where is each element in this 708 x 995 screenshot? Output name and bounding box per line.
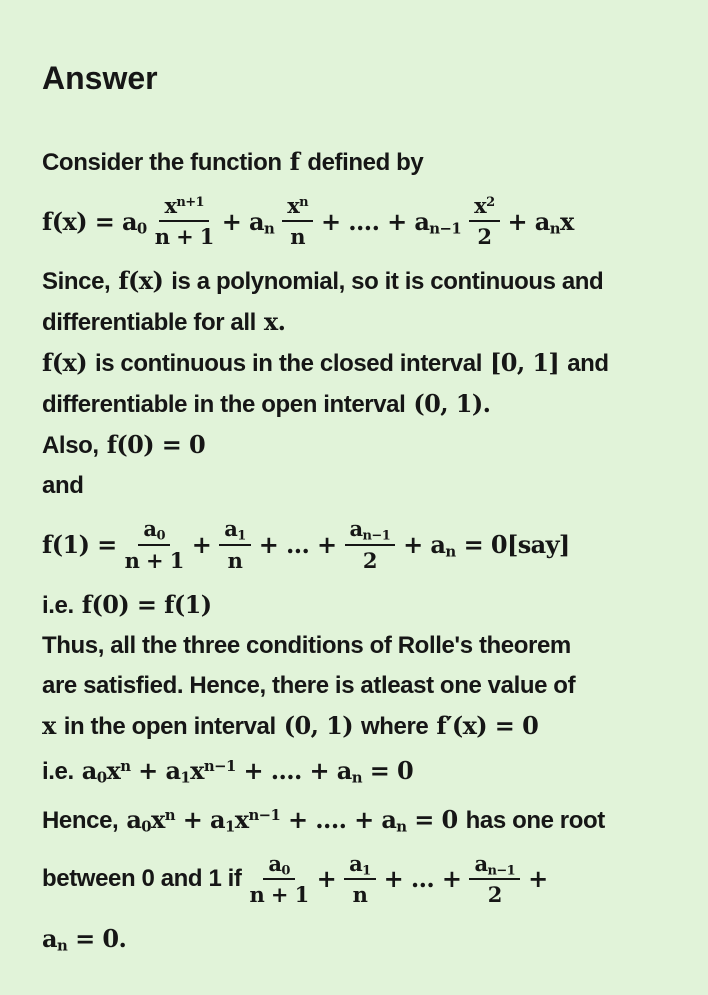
subscript: 0	[136, 219, 147, 238]
superscript: n	[164, 805, 175, 824]
prose-line-thus-1	[42, 626, 682, 666]
subscript: n	[351, 768, 362, 787]
intro-pre-text: Consider the function	[42, 149, 282, 176]
denominator: 2	[487, 881, 502, 907]
text-token: where	[361, 712, 429, 740]
prose-line-ie-polynomial	[42, 751, 682, 792]
denominator: n + 1	[154, 224, 214, 250]
fraction-a1-over-n	[344, 851, 375, 907]
intro-post-text: defined by	[307, 149, 424, 176]
text-token: and	[42, 472, 84, 500]
text-token: x	[287, 193, 300, 218]
subscript: 0	[156, 528, 165, 544]
denominator: n	[227, 547, 243, 573]
text-token: between 0 and 1 if	[42, 864, 242, 892]
text-token: differentiable for all	[42, 309, 256, 337]
eq-fx-op3	[508, 207, 574, 236]
prose-line-thus-2	[42, 666, 682, 706]
text-token: i.e.	[42, 757, 74, 785]
subscript: n−1	[362, 528, 391, 544]
polynomial-expression	[126, 800, 457, 840]
subscript: n	[396, 817, 407, 836]
subscript: n	[264, 219, 275, 238]
intro-line	[42, 142, 682, 183]
math-f0-equals-f1: f(0) = f(1)	[81, 589, 212, 619]
plus-operator: +	[316, 864, 337, 894]
denominator: n	[290, 224, 305, 250]
subscript: n−1	[429, 219, 462, 238]
math-open-interval: (0, 1).	[413, 389, 491, 419]
math-fprime-equals-0: f′(x) = 0	[436, 710, 539, 740]
plus-operator: +	[191, 530, 212, 560]
numerator	[138, 516, 169, 545]
prose-line-since-2	[42, 302, 682, 343]
math-open-interval: (0, 1)	[283, 710, 353, 740]
numerator	[469, 193, 499, 222]
subscript: n−1	[487, 863, 516, 878]
eq-f1-an-term	[403, 530, 455, 559]
text-token: + a	[403, 530, 446, 560]
text-token: x	[164, 193, 177, 218]
text-token: + .... + a	[235, 755, 352, 785]
text-token: a	[143, 516, 157, 542]
text-token: + a	[221, 206, 265, 236]
text-token: differentiable in the open interval	[42, 391, 406, 419]
subscript: 0	[281, 863, 290, 878]
text-token: Thus, all the three conditions of Rolle's theorem	[42, 631, 571, 659]
math-an-equals-0	[42, 919, 67, 959]
fraction-x2-over-2	[469, 193, 499, 249]
fraction-a1-over-n	[219, 516, 250, 572]
text-token: a	[81, 755, 97, 785]
text-token: are satisfied. Hence, there is atleast one value of	[42, 671, 576, 699]
fraction-an1-over-2	[345, 516, 396, 572]
text-token: x	[190, 755, 204, 785]
eq-fx-op2	[321, 207, 461, 236]
prose-line-and	[42, 466, 682, 506]
text-token: + a	[130, 755, 181, 785]
eq-fx-lhs	[42, 207, 147, 236]
superscript: n	[299, 194, 309, 210]
numerator	[345, 516, 396, 545]
text-token: i.e.	[42, 591, 74, 619]
dots-operator: + ... +	[383, 864, 462, 894]
numerator	[282, 193, 313, 222]
text-token: = 0	[361, 755, 414, 785]
text-token: x	[474, 193, 487, 218]
fraction-an1-over-2	[469, 851, 520, 907]
superscript: n+1	[176, 194, 205, 210]
fraction-a0-over-n1	[125, 516, 184, 572]
numerator	[344, 851, 375, 880]
denominator: n + 1	[124, 547, 184, 573]
text-token: has one root	[465, 806, 605, 834]
denominator: n + 1	[249, 881, 309, 907]
subscript: 0	[96, 768, 107, 787]
superscript: 2	[486, 194, 495, 210]
intro-f-symbol: f	[289, 147, 300, 176]
plus-operator: +	[528, 864, 548, 894]
text-token: a	[349, 516, 363, 542]
text-token: f(x) = a	[42, 206, 137, 236]
text-token: a	[126, 804, 142, 834]
numerator	[469, 851, 520, 880]
text-token: is continuous in the closed interval	[94, 350, 482, 378]
subscript: n	[56, 936, 68, 955]
fraction-xn-over-n	[282, 193, 313, 249]
numerator	[263, 851, 294, 880]
text-token: + a	[507, 206, 550, 236]
denominator: 2	[477, 224, 492, 250]
numerator	[159, 193, 209, 222]
math-fx-symbol: f(x)	[42, 348, 87, 378]
text-token: a	[268, 850, 282, 876]
subscript: n	[549, 219, 560, 238]
prose-line-differentiable	[42, 384, 682, 425]
eq-fx-op1	[222, 207, 274, 236]
prose-line-thus-3	[42, 706, 682, 747]
text-token: is a polynomial, so it is continuous and	[171, 268, 604, 296]
subscript: 1	[362, 863, 371, 878]
text-token: = 0.	[75, 924, 127, 954]
superscript: n	[120, 756, 131, 775]
text-token: a	[224, 516, 238, 542]
equation-f1	[42, 516, 682, 572]
eq-f1-lhs: f(1) =	[42, 530, 117, 560]
prose-line-also	[42, 425, 682, 466]
math-closed-interval: [0, 1]	[489, 348, 560, 378]
prose-line-continuous	[42, 343, 682, 384]
text-token: Also,	[42, 432, 99, 460]
fraction-xn1-over-n1	[155, 193, 214, 249]
text-token: + .... + a	[321, 206, 430, 236]
subscript: 1	[224, 817, 235, 836]
text-token: and	[567, 350, 609, 378]
text-token: x	[106, 755, 121, 785]
denominator: n	[352, 881, 368, 907]
math-x-symbol: x	[42, 710, 56, 740]
math-x-symbol: x.	[263, 307, 286, 337]
text-token: x	[559, 206, 574, 236]
text-token: a	[349, 850, 363, 876]
text-token: = 0	[406, 804, 458, 834]
superscript: n−1	[203, 756, 236, 775]
text-token: Since,	[42, 268, 111, 296]
text-token: a	[42, 924, 57, 954]
answer-heading: Answer	[42, 60, 158, 96]
subscript: 0	[141, 817, 152, 836]
eq-f1-rhs: = 0[say]	[463, 530, 570, 560]
polynomial-expression	[82, 751, 413, 791]
denominator: 2	[362, 547, 377, 573]
text-token: Hence,	[42, 806, 119, 834]
superscript: n−1	[248, 805, 281, 824]
equation-fx-definition	[42, 193, 682, 249]
text-token: in the open interval	[63, 712, 276, 740]
text-token: x	[151, 804, 165, 834]
fraction-a0-over-n1	[250, 851, 309, 907]
subscript: n	[445, 542, 456, 561]
equation-condition	[42, 851, 682, 907]
math-f0-equals-0: f(0) = 0	[106, 430, 206, 460]
prose-line-an-equals-0	[42, 919, 682, 959]
prose-line-hence-polynomial	[42, 800, 682, 841]
subscript: 1	[180, 768, 191, 787]
prose-line-ie-f0f1	[42, 585, 682, 626]
text-token: x	[234, 804, 249, 834]
text-token: + a	[174, 804, 225, 834]
subscript: 1	[237, 528, 246, 544]
numerator	[219, 516, 250, 545]
prose-line-since-1	[42, 261, 682, 302]
math-fx-symbol: f(x)	[118, 266, 164, 296]
dots-operator: + ... +	[258, 530, 337, 560]
text-token: a	[474, 850, 488, 876]
text-token: + .... + a	[280, 804, 397, 834]
